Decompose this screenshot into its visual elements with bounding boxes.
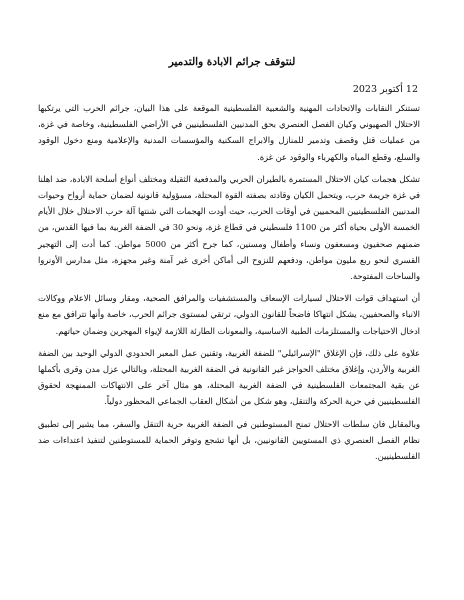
paragraph: تشكل هجمات كيان الاحتلال المستمرة بالطيران الحربي والمدفعية الثقيلة ومختلف أنواع أسلحة الابادة، ضد اهلنا في غزة جريمة حرب، ويتحمل الكيان وقادته بصفته القوة المحتلة، مسؤولية قانونية لضمان حماية أرواح وحيوات المدنيين الفلسطينيين المحميين في أوقات الحرب، حيث أودت الهجمات التي شنتها آلة حرب الاحتلال خلال الأيام الخمسة الأولى بحياة أكثر من 1100 فلسطيني في قطاع غزة، ونحو 30 في الضفة الغربية بما فيها القدس، من ضمنهم صحفيون ومسعفون ونساء وأطفال ومسنين، كما جرح أكثر من 5000 مواطن. كما أدت إلى التهجير القسري لنحو ربع مليون مواطن، ودفعهم للنزوح الى أماكن أخرى غير آمنة وغير مجهزة، مثل مدارس الأونروا والساحات المفتوحة. [38,173,420,282]
document-date: 12 أكتوبر 2023 [352,84,418,95]
document-title: لنتوقف جرائم الابادة والتدمير [168,56,296,68]
paragraph: وبالمقابل فان سلطات الاحتلال تمنح المستوطنين في الضفة الغربية حرية التنقل والسفر، مما يشير إلى تطبيق نظام الفصل العنصري ذي المستويين القانونيين، بل أنها تشجع وتوفر الحماية للمستوطنين لتنفيذ اعتداءات ضد الفلسطينيين. [38,418,420,462]
document-body [38,100,420,470]
paragraph: علاوة على ذلك، فإن الإغلاق "الإسرائيلي" للضفة الغربية، وتقنين عمل المعبر الحدودي الدولي الوحيد بين الضفة الغربية والأردن، وإغلاق مختلف الحواجز غير القانونية في الضفة الغربية المحتلة، وبالتالي عزل مدن وقرى بأكملها عن بقية المجتمعات الفلسطينية في الضفة الغربية المحتلة، هو مثال آخر على الانتهاكات الممنهجة لحقوق الفلسطينيين في حرية الحركة والتنقل، وهو شكل من أشكال العقاب الجماعي المحظور دولياً. [38,347,420,407]
paragraph: أن استهداف قوات الاحتلال لسيارات الإسعاف والمستشفيات والمرافق الصحية، ومقار وسائل الاعلام ووكالات الانباء والصحفيين، يشكل انتهاكا فاضحاً للقانون الدولي، ترتقي لمستوى جرائم الحرب، خاصة وأنها تترافق مع منع ادخال الاحتياجات والمستلزمات الطبية الاساسية، والمعونات الطارئة اللازمة لإيواء المهجرين وضمان حياتهم. [38,293,420,336]
paragraph: تستنكر النقابات والاتحادات المهنية والشعبية الفلسطينية الموقعة على هذا البيان، جرائم الحرب التي يرتكبها الاحتلال الصهيوني وكيان الفصل العنصري بحق المدنيين الفلسطينيين في الأراضي الفلسطينية، وخاصة في غزة، من عمليات قتل وقصف وتدمير للمنازل والابراج السكنية والمؤسسات المدنية والإعلامية ومنع دخول الوقود والسلع، وقطع المياه والكهرباء والوقود عن غزة. [38,103,420,162]
